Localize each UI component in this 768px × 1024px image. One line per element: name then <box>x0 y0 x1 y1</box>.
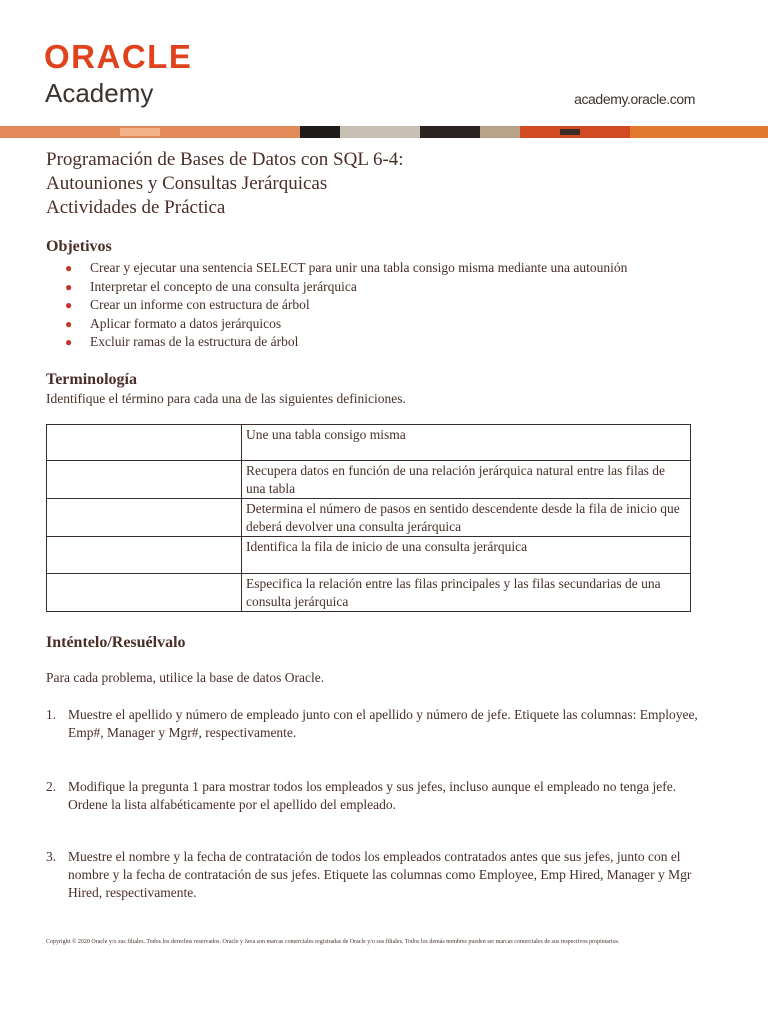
term-answer-cell[interactable] <box>47 424 242 460</box>
title-line-3: Actividades de Práctica <box>46 197 226 218</box>
definition-cell: Especifica la relación entre las filas principales y las filas secundarias de una consulta jerárquica <box>242 573 691 611</box>
term-answer-cell[interactable] <box>47 498 242 536</box>
term-answer-cell[interactable] <box>47 460 242 498</box>
bullet-icon: ● <box>65 316 73 331</box>
definition-cell: Recupera datos en función de una relación jerárquica natural entre las filas de una tabla <box>242 460 691 498</box>
problem-number: 2. <box>46 778 57 794</box>
list-item: ● Crear y ejecutar una sentencia SELECT para unir una tabla consigo misma mediante una autounión <box>46 259 716 278</box>
definition-cell: Identifica la fila de inicio de una consulta jerárquica <box>242 536 691 573</box>
objectives-heading: Objetivos <box>46 238 112 255</box>
list-item: ● Excluir ramas de la estructura de árbol <box>46 333 716 352</box>
decorative-banner <box>0 126 768 138</box>
site-url[interactable]: academy.oracle.com <box>574 91 695 107</box>
table-row <box>47 460 691 498</box>
bullet-icon: ● <box>65 298 73 312</box>
problem-item <box>46 848 716 902</box>
terminology-intro: Identifique el término para cada una de las siguientes definiciones. <box>46 390 406 406</box>
bullet-icon: ● <box>65 335 73 349</box>
table-row <box>47 536 691 573</box>
try-it-intro: Para cada problema, utilice la base de datos Oracle. <box>46 669 325 685</box>
table-row <box>47 424 691 460</box>
term-answer-cell[interactable] <box>47 573 242 611</box>
list-item: ● Crear un informe con estructura de árbol <box>46 296 716 315</box>
table-row <box>47 498 691 536</box>
try-it-section <box>46 633 716 902</box>
oracle-logo: ORACLE <box>44 38 193 75</box>
term-answer-cell[interactable] <box>47 536 242 573</box>
document-body <box>46 148 716 902</box>
copyright-footer: Copyright © 2020 Oracle y/o sus filiales. Todos los derechos reservados. Oracle y Java son marcas comerciales registradas de Oracle y/o sus filiales. Todos los demás nombres pueden ser marcas comerciales de sus respectivos propietarios. <box>46 939 620 945</box>
problem-number: 3. <box>46 848 57 864</box>
terminology-heading: Terminología <box>46 370 137 388</box>
table-row <box>47 573 691 611</box>
terminology-table <box>46 424 691 612</box>
definition-cell: Determina el número de pasos en sentido descendente desde la fila de inicio que deberá devolver una consulta jerárquica <box>242 498 691 536</box>
title-line-1: Programación de Bases de Datos con SQL 6-4: <box>46 149 404 170</box>
problem-number: 1. <box>46 706 57 722</box>
try-it-heading: Inténtelo/Resuélvalo <box>46 633 186 651</box>
problems-list <box>46 706 716 902</box>
problem-text: Muestre el nombre y la fecha de contratación de todos los empleados contratados antes que sus jefes, junto con el nombre y la fecha de contratación de sus jefes. Etiquete las columnas como Employee, Emp Hired, Manager y Mgr Hired, respectivamente. <box>68 848 692 900</box>
objectives-section <box>46 237 716 352</box>
academy-logo-text: Academy <box>45 78 154 108</box>
problem-item <box>46 778 716 814</box>
list-item: ● Interpretar el concepto de una consulta jerárquica <box>46 278 716 297</box>
bullet-icon: ● <box>65 279 73 294</box>
terminology-section <box>46 370 716 612</box>
page-header <box>0 0 768 140</box>
problem-text: Muestre el apellido y número de empleado junto con el apellido y número de jefe. Etiquete las columnas: Employee, Emp#, Manager y Mgr#, respectivamente. <box>68 706 698 740</box>
bullet-icon: ● <box>65 261 73 275</box>
definition-cell: Une una tabla consigo misma <box>242 424 691 460</box>
objectives-list <box>46 259 716 352</box>
problem-item <box>46 706 716 742</box>
problem-text: Modifique la pregunta 1 para mostrar todos los empleados y sus jefes, incluso aunque el empleado no tenga jefe. Ordene la lista alfabéticamente por el apellido del empleado. <box>68 778 677 812</box>
list-item: ● Aplicar formato a datos jerárquicos <box>46 315 716 334</box>
title-line-2: Autouniones y Consultas Jerárquicas <box>46 173 328 194</box>
